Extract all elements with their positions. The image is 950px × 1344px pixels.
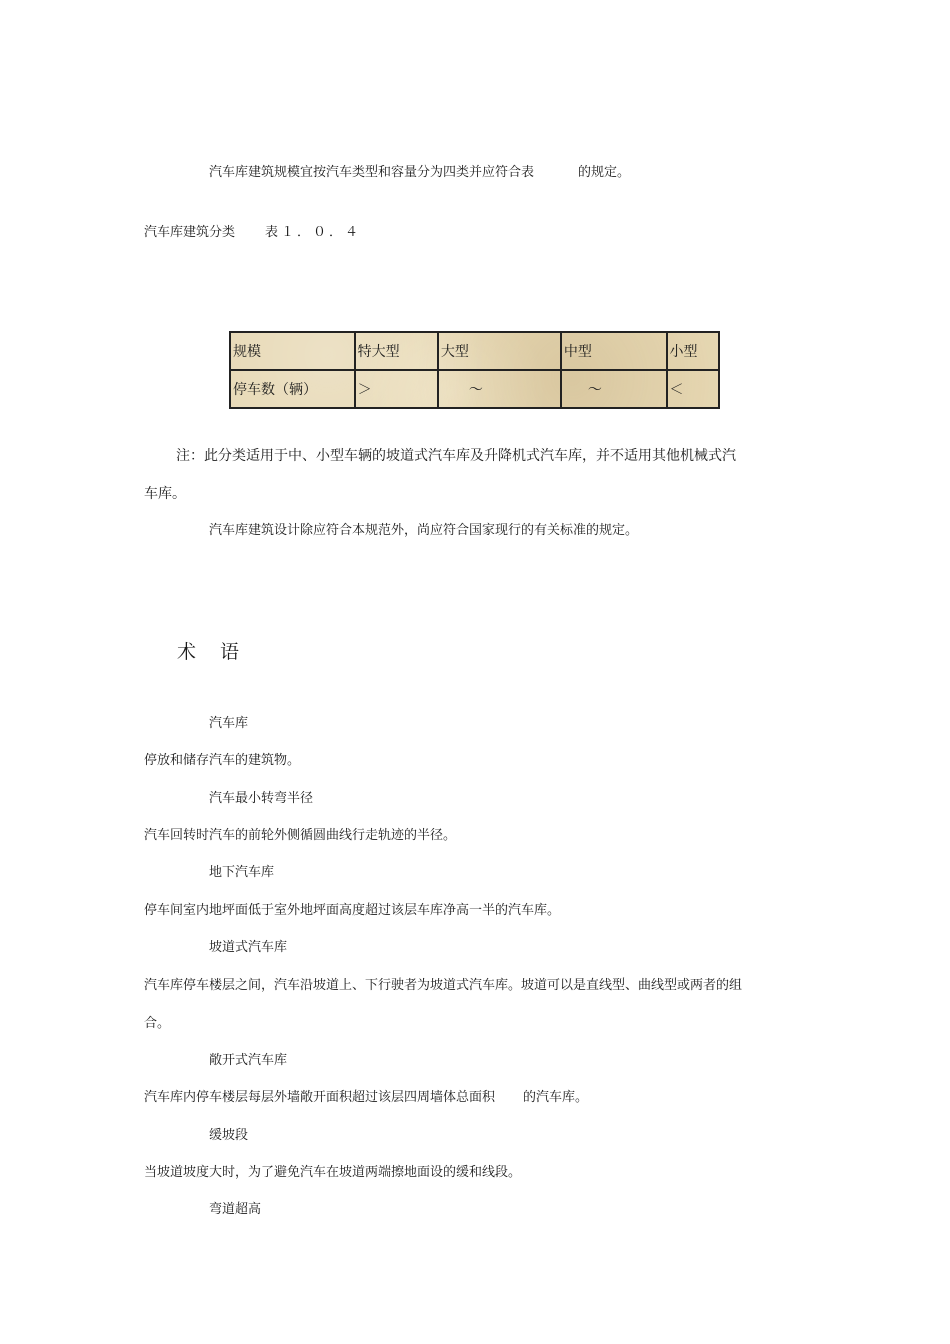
- term-definition-part-a: 汽车库内停车楼层每层外墙敞开面积超过该层四周墙体总面积: [144, 1090, 496, 1105]
- term-title: 弯道超高: [209, 1202, 262, 1217]
- header-cell-extra-large: 特大型: [355, 332, 438, 370]
- table-caption-number: 表１．０．４: [265, 225, 362, 240]
- intro-paragraph: [209, 166, 630, 179]
- intro-text-b: 的规定。: [578, 165, 631, 180]
- row-cell-small-value: ＜: [667, 370, 720, 408]
- term-title: 敞开式汽车库: [209, 1053, 288, 1068]
- classification-table: [229, 331, 720, 409]
- table-header-row: [230, 332, 719, 370]
- term-title: 缓坡段: [209, 1128, 249, 1143]
- term-definition: 合。: [144, 1016, 171, 1031]
- intro-text-a: 汽车库建筑规模宜按汽车类型和容量分为四类并应符合表: [209, 165, 535, 180]
- terms-heading: [177, 643, 239, 662]
- terms-heading-char-2: 语: [220, 641, 240, 663]
- row-cell-extra-large-value: ＞: [355, 370, 438, 408]
- note-line-2: 车库。: [144, 486, 186, 502]
- term-definition: 停车间室内地坪面低于室外地坪面高度超过该层车库净高一半的汽车库。: [144, 903, 561, 918]
- row-cell-parking-count-label: 停车数（辆）: [230, 370, 355, 408]
- row-cell-large-value: ～: [438, 370, 561, 408]
- table-caption: [144, 226, 361, 239]
- terms-heading-char-1: 术: [177, 641, 197, 663]
- term-definition: 汽车回转时汽车的前轮外侧循圆曲线行走轨迹的半径。: [144, 828, 457, 843]
- row-cell-medium-value: ～: [561, 370, 667, 408]
- design-compliance-text: 汽车库建筑设计除应符合本规范外，尚应符合国家现行的有关标准的规定。: [209, 523, 639, 538]
- table-row: [230, 370, 719, 408]
- term-definition: 停放和储存汽车的建筑物。: [144, 753, 301, 768]
- header-cell-scale: 规模: [230, 332, 355, 370]
- term-definition: [144, 1091, 588, 1104]
- note-line-1: 注：此分类适用于中、小型车辆的坡道式汽车库及升降机式汽车库，并不适用其他机械式汽: [176, 448, 736, 464]
- header-cell-medium: 中型: [561, 332, 667, 370]
- term-definition: 当坡道坡度大时，为了避免汽车在坡道两端擦地面设的缓和线段。: [144, 1165, 522, 1180]
- header-cell-small: 小型: [667, 332, 720, 370]
- term-title: 汽车最小转弯半径: [209, 791, 314, 806]
- term-title: 坡道式汽车库: [209, 940, 288, 955]
- header-cell-large: 大型: [438, 332, 561, 370]
- term-definition-part-b: 的汽车库。: [523, 1090, 589, 1105]
- term-title: 地下汽车库: [209, 865, 275, 880]
- table-caption-title: 汽车库建筑分类: [144, 225, 236, 240]
- term-title: 汽车库: [209, 716, 249, 731]
- term-definition: 汽车库停车楼层之间，汽车沿坡道上、下行驶者为坡道式汽车库。坡道可以是直线型、曲线型或两者的组: [144, 978, 743, 993]
